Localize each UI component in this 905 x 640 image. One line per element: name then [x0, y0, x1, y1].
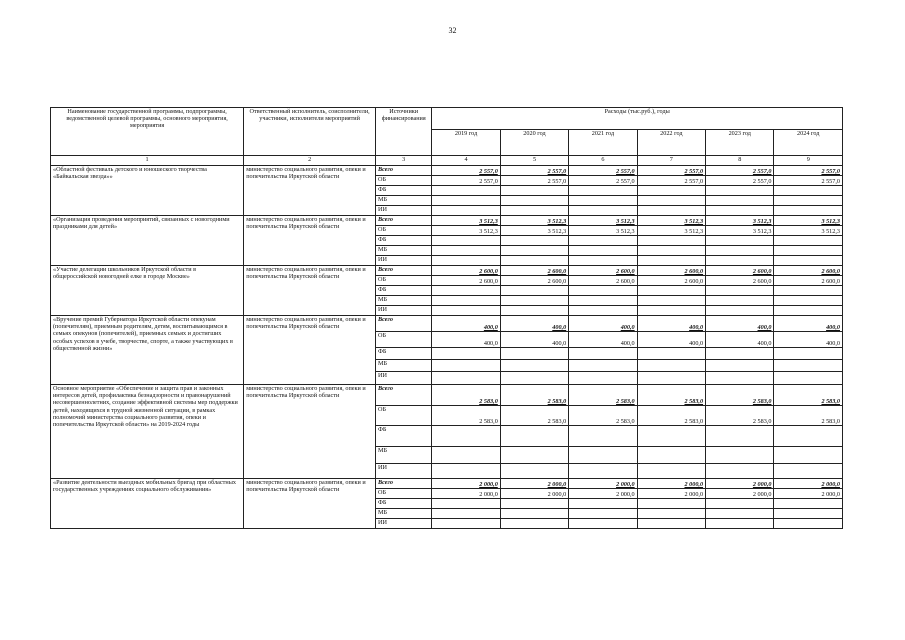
expense-value	[637, 286, 705, 296]
expense-value	[569, 206, 637, 216]
funding-source: ФБ	[376, 236, 432, 246]
expense-value	[500, 296, 568, 306]
expense-value: 2 600,0	[500, 266, 568, 276]
expense-value: 3 512,3	[500, 216, 568, 226]
expense-value	[706, 246, 774, 256]
funding-source: ИИ	[376, 256, 432, 266]
expense-value	[432, 464, 500, 479]
expense-value	[774, 306, 843, 316]
expense-value: 2 557,0	[637, 176, 705, 186]
header-name: Наименование государственной программы, подпрограммы, ведомственной целевой программы, основного мероприятия, мероприятия	[51, 108, 244, 156]
column-number: 4	[432, 156, 500, 166]
expense-value: 2 000,0	[706, 479, 774, 489]
expense-value	[637, 509, 705, 519]
expense-value	[432, 256, 500, 266]
expense-value	[500, 206, 568, 216]
expense-value	[637, 426, 705, 447]
funding-source: Всего	[376, 316, 432, 332]
expense-value	[500, 426, 568, 447]
expense-value: 2 557,0	[637, 166, 705, 176]
expense-value: 400,0	[637, 316, 705, 332]
funding-source: МБ	[376, 509, 432, 519]
expense-value	[706, 296, 774, 306]
header-year: 2020 год	[500, 130, 568, 156]
expense-value: 2 583,0	[774, 385, 843, 406]
expense-value: 2 000,0	[637, 489, 705, 499]
expense-value	[569, 186, 637, 196]
expense-value	[637, 372, 705, 385]
expense-value: 2 600,0	[569, 276, 637, 286]
activity-executor: министерство социального развития, опеки и попечительства Иркутской области	[244, 316, 376, 385]
expense-value: 2 600,0	[706, 266, 774, 276]
expense-value	[569, 348, 637, 360]
funding-source: ИИ	[376, 372, 432, 385]
expense-value	[432, 206, 500, 216]
expense-value	[500, 360, 568, 372]
expense-value: 2 000,0	[500, 489, 568, 499]
expense-value: 2 600,0	[432, 266, 500, 276]
expense-value	[774, 499, 843, 509]
column-number: 7	[637, 156, 705, 166]
funding-source: ОБ	[376, 489, 432, 499]
expense-value: 400,0	[774, 316, 843, 332]
header-year: 2019 год	[432, 130, 500, 156]
expense-value: 2 000,0	[706, 489, 774, 499]
expense-value: 2 000,0	[432, 479, 500, 489]
expense-value: 400,0	[500, 332, 568, 348]
funding-source: ФБ	[376, 348, 432, 360]
expense-value	[432, 360, 500, 372]
expense-value	[706, 236, 774, 246]
expense-value	[569, 236, 637, 246]
column-number: 8	[706, 156, 774, 166]
expense-value	[500, 236, 568, 246]
expense-value: 2 600,0	[706, 276, 774, 286]
expense-value	[774, 464, 843, 479]
expense-value	[432, 246, 500, 256]
expense-value	[432, 186, 500, 196]
expense-value: 2 600,0	[637, 276, 705, 286]
funding-source: Всего	[376, 166, 432, 176]
expense-value: 2 600,0	[432, 276, 500, 286]
expense-value	[706, 519, 774, 529]
column-number: 5	[500, 156, 568, 166]
activity-executor: министерство социального развития, опеки и попечительства Иркутской области	[244, 385, 376, 479]
funding-source: ОБ	[376, 276, 432, 286]
expense-value	[706, 256, 774, 266]
expense-value	[774, 186, 843, 196]
expense-value: 2 600,0	[569, 266, 637, 276]
expense-value: 2 583,0	[774, 406, 843, 426]
expense-value	[774, 296, 843, 306]
expense-value: 2 583,0	[569, 406, 637, 426]
expense-value: 2 583,0	[637, 385, 705, 406]
expense-value: 2 000,0	[569, 479, 637, 489]
funding-source: ИИ	[376, 206, 432, 216]
activity-executor: министерство социального развития, опеки и попечительства Иркутской области	[244, 266, 376, 316]
expense-value: 2 600,0	[637, 266, 705, 276]
expense-value	[500, 186, 568, 196]
expense-value	[432, 286, 500, 296]
activity-executor: министерство социального развития, опеки и попечительства Иркутской области	[244, 479, 376, 529]
header-year: 2024 год	[774, 130, 843, 156]
expense-value	[432, 499, 500, 509]
expense-value: 3 512,3	[569, 226, 637, 236]
expense-value	[569, 246, 637, 256]
expense-value	[774, 447, 843, 464]
expense-value: 400,0	[500, 316, 568, 332]
funding-source: ОБ	[376, 176, 432, 186]
funding-source: ИИ	[376, 464, 432, 479]
header-year: 2023 год	[706, 130, 774, 156]
funding-source: ОБ	[376, 226, 432, 236]
expense-value: 3 512,3	[774, 226, 843, 236]
expense-value: 2 583,0	[569, 385, 637, 406]
expense-value: 2 557,0	[500, 166, 568, 176]
expense-value	[569, 519, 637, 529]
column-number: 3	[376, 156, 432, 166]
expense-value	[774, 196, 843, 206]
funding-source: Всего	[376, 479, 432, 489]
expense-value	[500, 464, 568, 479]
expense-value	[500, 499, 568, 509]
funding-source: ИИ	[376, 306, 432, 316]
expense-value	[637, 186, 705, 196]
expense-value: 2 557,0	[500, 176, 568, 186]
expense-value	[637, 196, 705, 206]
expense-value	[774, 519, 843, 529]
activity-executor: министерство социального развития, опеки и попечительства Иркутской области	[244, 216, 376, 266]
expense-value: 2 000,0	[637, 479, 705, 489]
expense-value	[637, 499, 705, 509]
column-number: 9	[774, 156, 843, 166]
expense-value	[637, 256, 705, 266]
expense-value: 2 600,0	[774, 276, 843, 286]
funding-source: ОБ	[376, 406, 432, 426]
activity-name: «Вручение премий Губернатора Иркутской области опекунам (попечителям), приемным родителям, детям, воспитывающимся в семьях опекунов (попечителей), приемных семьях и достигших особых успехов в учебе, творчестве, спорте, а также участвующих в общественной жизни»	[51, 316, 244, 385]
header-executor: Ответственный исполнитель, соисполнители, участники, исполнители мероприятий	[244, 108, 376, 156]
expense-value: 2 000,0	[432, 489, 500, 499]
expense-value	[500, 372, 568, 385]
expense-value: 2 557,0	[706, 166, 774, 176]
header-source: Источники финансирования	[376, 108, 432, 156]
expense-value	[500, 519, 568, 529]
activity-name: Основное мероприятие «Обеспечение и защита прав и законных интересов детей, профилактика безнадзорности и правонарушений несовершеннолетних, создание эффективной системы мер поддержки детей, находящихся в трудной жизненной ситуации, в рамках полномочий министерства социального развития, опеки и попечительства Иркутской области» на 2019-2024 годы	[51, 385, 244, 479]
expense-value	[706, 426, 774, 447]
expense-value	[500, 256, 568, 266]
expense-value	[774, 286, 843, 296]
column-number: 6	[569, 156, 637, 166]
expense-value	[774, 360, 843, 372]
expense-value: 3 512,3	[637, 216, 705, 226]
expense-value	[569, 509, 637, 519]
expense-value: 3 512,3	[637, 226, 705, 236]
expense-value: 3 512,3	[500, 226, 568, 236]
expense-value	[637, 519, 705, 529]
expense-value	[569, 360, 637, 372]
expense-value	[706, 372, 774, 385]
expense-value	[500, 447, 568, 464]
expense-value: 3 512,3	[432, 226, 500, 236]
funding-source: ФБ	[376, 286, 432, 296]
expense-value	[432, 426, 500, 447]
funding-source: Всего	[376, 266, 432, 276]
expense-value	[774, 246, 843, 256]
expense-value	[637, 206, 705, 216]
expense-value	[569, 306, 637, 316]
expense-value	[637, 464, 705, 479]
expense-value	[706, 464, 774, 479]
expense-value: 2 000,0	[500, 479, 568, 489]
page-number: 32	[448, 26, 457, 35]
expense-value: 2 000,0	[569, 489, 637, 499]
expense-value	[706, 447, 774, 464]
expense-value: 400,0	[706, 316, 774, 332]
expense-value	[706, 348, 774, 360]
expense-value: 3 512,3	[432, 216, 500, 226]
funding-source: МБ	[376, 196, 432, 206]
expense-value	[432, 306, 500, 316]
expense-value: 2 583,0	[706, 385, 774, 406]
expense-value	[637, 236, 705, 246]
expense-value	[774, 236, 843, 246]
expense-value	[569, 372, 637, 385]
expense-value	[774, 348, 843, 360]
expense-value	[569, 426, 637, 447]
expense-value	[706, 206, 774, 216]
expense-value: 400,0	[432, 316, 500, 332]
header-year: 2021 год	[569, 130, 637, 156]
expense-value: 2 583,0	[432, 385, 500, 406]
column-number: 1	[51, 156, 244, 166]
expense-value	[432, 447, 500, 464]
expense-value: 400,0	[569, 332, 637, 348]
funding-source: ФБ	[376, 499, 432, 509]
expense-value	[569, 286, 637, 296]
expense-value: 2 000,0	[774, 479, 843, 489]
header-expenses: Расходы (тыс.руб.), годы	[432, 108, 843, 130]
expense-value	[432, 372, 500, 385]
expense-value	[569, 296, 637, 306]
funding-source: ФБ	[376, 426, 432, 447]
budget-table	[50, 107, 843, 529]
expense-value: 400,0	[774, 332, 843, 348]
expense-value	[637, 360, 705, 372]
expense-value	[432, 519, 500, 529]
expense-value: 3 512,3	[706, 226, 774, 236]
header-year: 2022 год	[637, 130, 705, 156]
expense-value: 3 512,3	[774, 216, 843, 226]
expense-value	[432, 196, 500, 206]
expense-value: 2 000,0	[774, 489, 843, 499]
funding-source: ФБ	[376, 186, 432, 196]
expense-value	[569, 464, 637, 479]
expense-value	[569, 447, 637, 464]
expense-value	[706, 196, 774, 206]
expense-value	[706, 499, 774, 509]
expense-value	[432, 348, 500, 360]
activity-name: «Участие делегации школьников Иркутской области в общероссийской новогодней елке в городе Москве»	[51, 266, 244, 316]
expense-value	[774, 372, 843, 385]
expense-value	[637, 348, 705, 360]
expense-value	[569, 256, 637, 266]
funding-source: МБ	[376, 296, 432, 306]
expense-value	[500, 246, 568, 256]
expense-value	[706, 186, 774, 196]
expense-value: 2 557,0	[706, 176, 774, 186]
expense-value	[500, 286, 568, 296]
expense-value	[706, 360, 774, 372]
expense-value: 2 600,0	[774, 266, 843, 276]
funding-source: Всего	[376, 385, 432, 406]
funding-source: МБ	[376, 360, 432, 372]
funding-source: ОБ	[376, 332, 432, 348]
expense-value: 2 557,0	[432, 166, 500, 176]
expense-value: 2 557,0	[774, 166, 843, 176]
funding-source: ИИ	[376, 519, 432, 529]
expense-value	[500, 509, 568, 519]
expense-value: 400,0	[706, 332, 774, 348]
expense-value	[637, 296, 705, 306]
activity-name: «Областной фестиваль детского и юношеского творчества «Байкальская звезда»»	[51, 166, 244, 216]
expense-value	[637, 306, 705, 316]
expense-value: 2 583,0	[500, 406, 568, 426]
expense-value	[500, 196, 568, 206]
expense-value: 3 512,3	[569, 216, 637, 226]
column-number: 2	[244, 156, 376, 166]
activity-executor: министерство социального развития, опеки и попечительства Иркутской области	[244, 166, 376, 216]
expense-value: 2 583,0	[637, 406, 705, 426]
expense-value	[500, 348, 568, 360]
expense-value: 2 583,0	[500, 385, 568, 406]
expense-value	[569, 196, 637, 206]
expense-value	[432, 236, 500, 246]
expense-value: 400,0	[432, 332, 500, 348]
expense-value	[774, 206, 843, 216]
expense-value: 400,0	[637, 332, 705, 348]
activity-name: «Организация проведения мероприятий, связанных с новогодними праздниками для детей»	[51, 216, 244, 266]
funding-source: Всего	[376, 216, 432, 226]
expense-value	[774, 256, 843, 266]
activity-name: «Развитие деятельности выездных мобильных бригад при областных государственных учреждениях социального обслуживания»	[51, 479, 244, 529]
expense-value: 2 583,0	[432, 406, 500, 426]
expense-value	[432, 509, 500, 519]
expense-value	[706, 509, 774, 519]
expense-value: 3 512,3	[706, 216, 774, 226]
expense-value	[637, 246, 705, 256]
expense-value	[706, 306, 774, 316]
expense-value: 2 557,0	[569, 166, 637, 176]
expense-value: 2 557,0	[432, 176, 500, 186]
expense-value	[432, 296, 500, 306]
expense-value: 2 583,0	[706, 406, 774, 426]
expense-value	[637, 447, 705, 464]
expense-value	[500, 306, 568, 316]
expense-value	[706, 286, 774, 296]
expense-value: 2 600,0	[500, 276, 568, 286]
expense-value	[774, 426, 843, 447]
expense-value	[569, 499, 637, 509]
funding-source: МБ	[376, 246, 432, 256]
expense-value	[774, 509, 843, 519]
funding-source: МБ	[376, 447, 432, 464]
expense-value: 2 557,0	[774, 176, 843, 186]
expense-value: 400,0	[569, 316, 637, 332]
expense-value: 2 557,0	[569, 176, 637, 186]
